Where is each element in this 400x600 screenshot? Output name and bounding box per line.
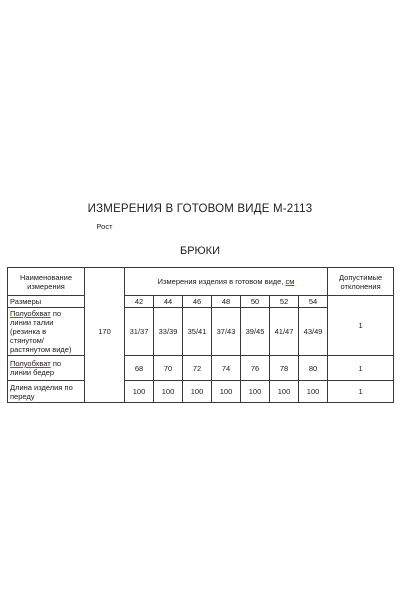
value-cell: 74 [212,356,241,381]
document-title: ИЗМЕРЕНИЯ В ГОТОВОМ ВИДЕ М-2113 [87,203,313,215]
table-row [8,356,394,381]
value-cell: 100 [154,381,183,403]
sizes-row [8,296,394,308]
garment-type-heading: БРЮКИ [180,245,220,257]
header-dimensions [125,268,328,296]
sizes-label: Размеры [8,296,85,308]
value-cell: 35/41 [183,308,212,356]
value-cell: 100 [299,381,328,403]
value-cell: 72 [183,356,212,381]
value-cell: 100 [125,381,154,403]
header-dimensions-unit: см [285,277,295,286]
tolerance-cell: 1 [328,356,394,381]
value-cell: 78 [270,356,299,381]
header-dimensions-text: Измерения изделия в готовом виде, [157,277,286,286]
value-cell: 76 [241,356,270,381]
value-cell: 70 [154,356,183,381]
size-cell: 54 [299,296,328,308]
measurement-name: Полуобхват по линии талии (резинка в стянутом/растянутом виде) [8,308,85,356]
value-cell: 80 [299,356,328,381]
value-cell: 68 [125,356,154,381]
value-cell: 100 [270,381,299,403]
header-tolerance: Допустимые отклонения [328,268,394,296]
measurement-name: Полуобхват по линии бедер [8,356,85,381]
value-cell: 31/37 [125,308,154,356]
size-cell: 44 [154,296,183,308]
size-cell: 48 [212,296,241,308]
size-cell: 50 [241,296,270,308]
header-height: Рост [96,222,113,231]
value-cell: 100 [212,381,241,403]
value-cell: 100 [241,381,270,403]
table-row [8,381,394,403]
size-cell: 52 [270,296,299,308]
value-cell: 39/45 [241,308,270,356]
tolerance-cell: 1 [328,296,394,356]
table-header-row [8,268,394,296]
value-cell: 37/43 [212,308,241,356]
value-cell: 43/49 [299,308,328,356]
size-cell: 42 [125,296,154,308]
measurement-name: Длина изделия по переду [8,381,85,403]
value-cell: 100 [183,381,212,403]
value-cell: 33/39 [154,308,183,356]
value-cell: 41/47 [270,308,299,356]
size-cell: 46 [183,296,212,308]
tolerance-cell: 1 [328,381,394,403]
height-value: 170 [98,327,111,336]
header-measurement-name: Наименование измерения [8,268,85,296]
height-column [85,222,125,403]
